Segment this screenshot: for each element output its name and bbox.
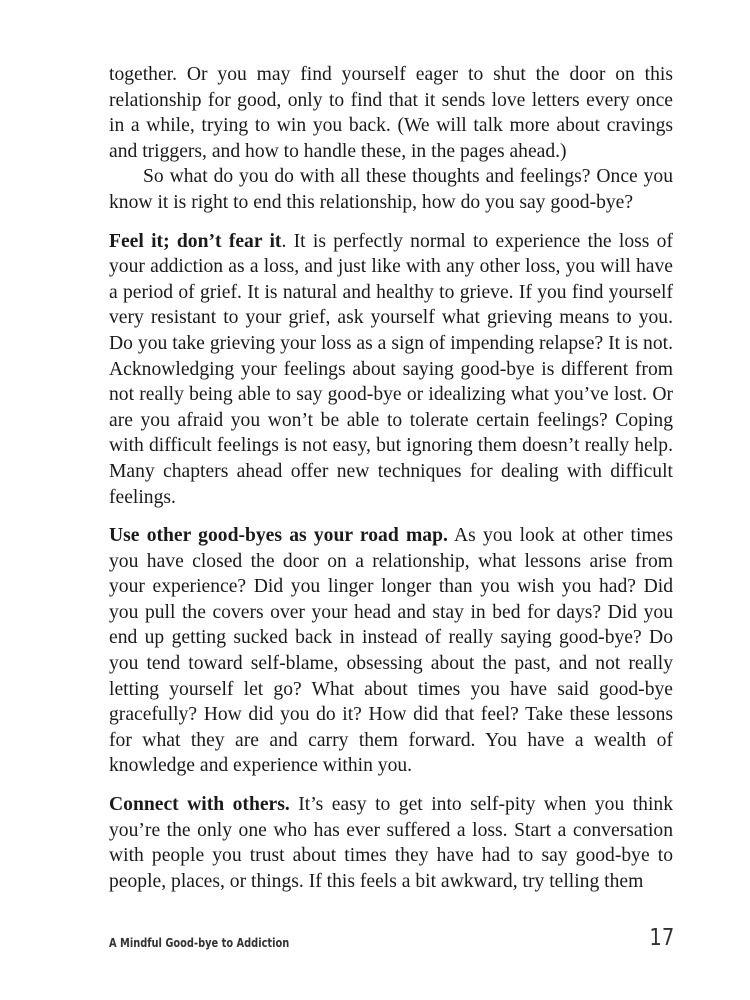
section-feel-it <box>109 229 673 511</box>
section-road-map <box>109 523 673 779</box>
section-text-road-map: As you look at other times you have closed the door on a relationship, what lessons arise from your experience? Did you linger longer than you wish you had? Did you pull the covers over your head and stay in bed for days? Did you end up getting sucked back in instead of really saying good-bye? Do you tend toward self-blame, obsessing about the past, and not really letting yourself let go? What about times you have said good-bye gracefully? How did you do it? How did that feel? Take these lessons for what they are and carry them forward. You have a wealth of knowledge and experience within you. <box>109 525 673 777</box>
section-heading-road-map: Use other good-byes as your road map. <box>109 525 448 547</box>
paragraph-question: So what do you do with all these thoughts and feelings? Once you know it is right to end this relationship, how do you say good-bye? <box>109 166 673 213</box>
page-body <box>109 62 673 894</box>
section-connect <box>109 792 673 894</box>
section-text-connect: It’s easy to get into self-pity when you think you’re the only one who has ever suffered a loss. Start a conversation with people you trust about times they have had to say good-bye to people, places, or things. If this feels a bit awkward, try telling them <box>109 794 674 892</box>
section-heading-feel-it: Feel it; don’t fear it <box>109 230 282 252</box>
running-footer-title: A Mindful Good-bye to Addiction <box>109 936 290 950</box>
section-heading-connect: Connect with others. <box>109 794 290 816</box>
page-number: 17 <box>649 925 674 951</box>
paragraph-continuation: together. Or you may find yourself eager to shut the door on this relationship for good, only to find that it sends love letters every once in a while, trying to win you back. (We will talk more about cravings and triggers, and how to handle these, in the pages ahead.) <box>109 64 673 162</box>
section-text-feel-it: . It is perfectly normal to experience the loss of your addiction as a loss, and just like with any other loss, you will have a period of grief. It is natural and healthy to grieve. If you find yourself very resistant to your grief, ask yourself what grieving means to you. Do you take grieving your loss as a sign of impending relapse? It is not. Acknowledging your feelings about saying good-bye is different from not really being able to say good-bye or idealizing what you’ve lost. Or are you afraid you won’t be able to tolerate certain feelings? Coping with difficult feelings is not easy, but ignoring them doesn’t really help. Many chapters ahead offer new techniques for dealing with difficult feelings. <box>109 230 673 508</box>
